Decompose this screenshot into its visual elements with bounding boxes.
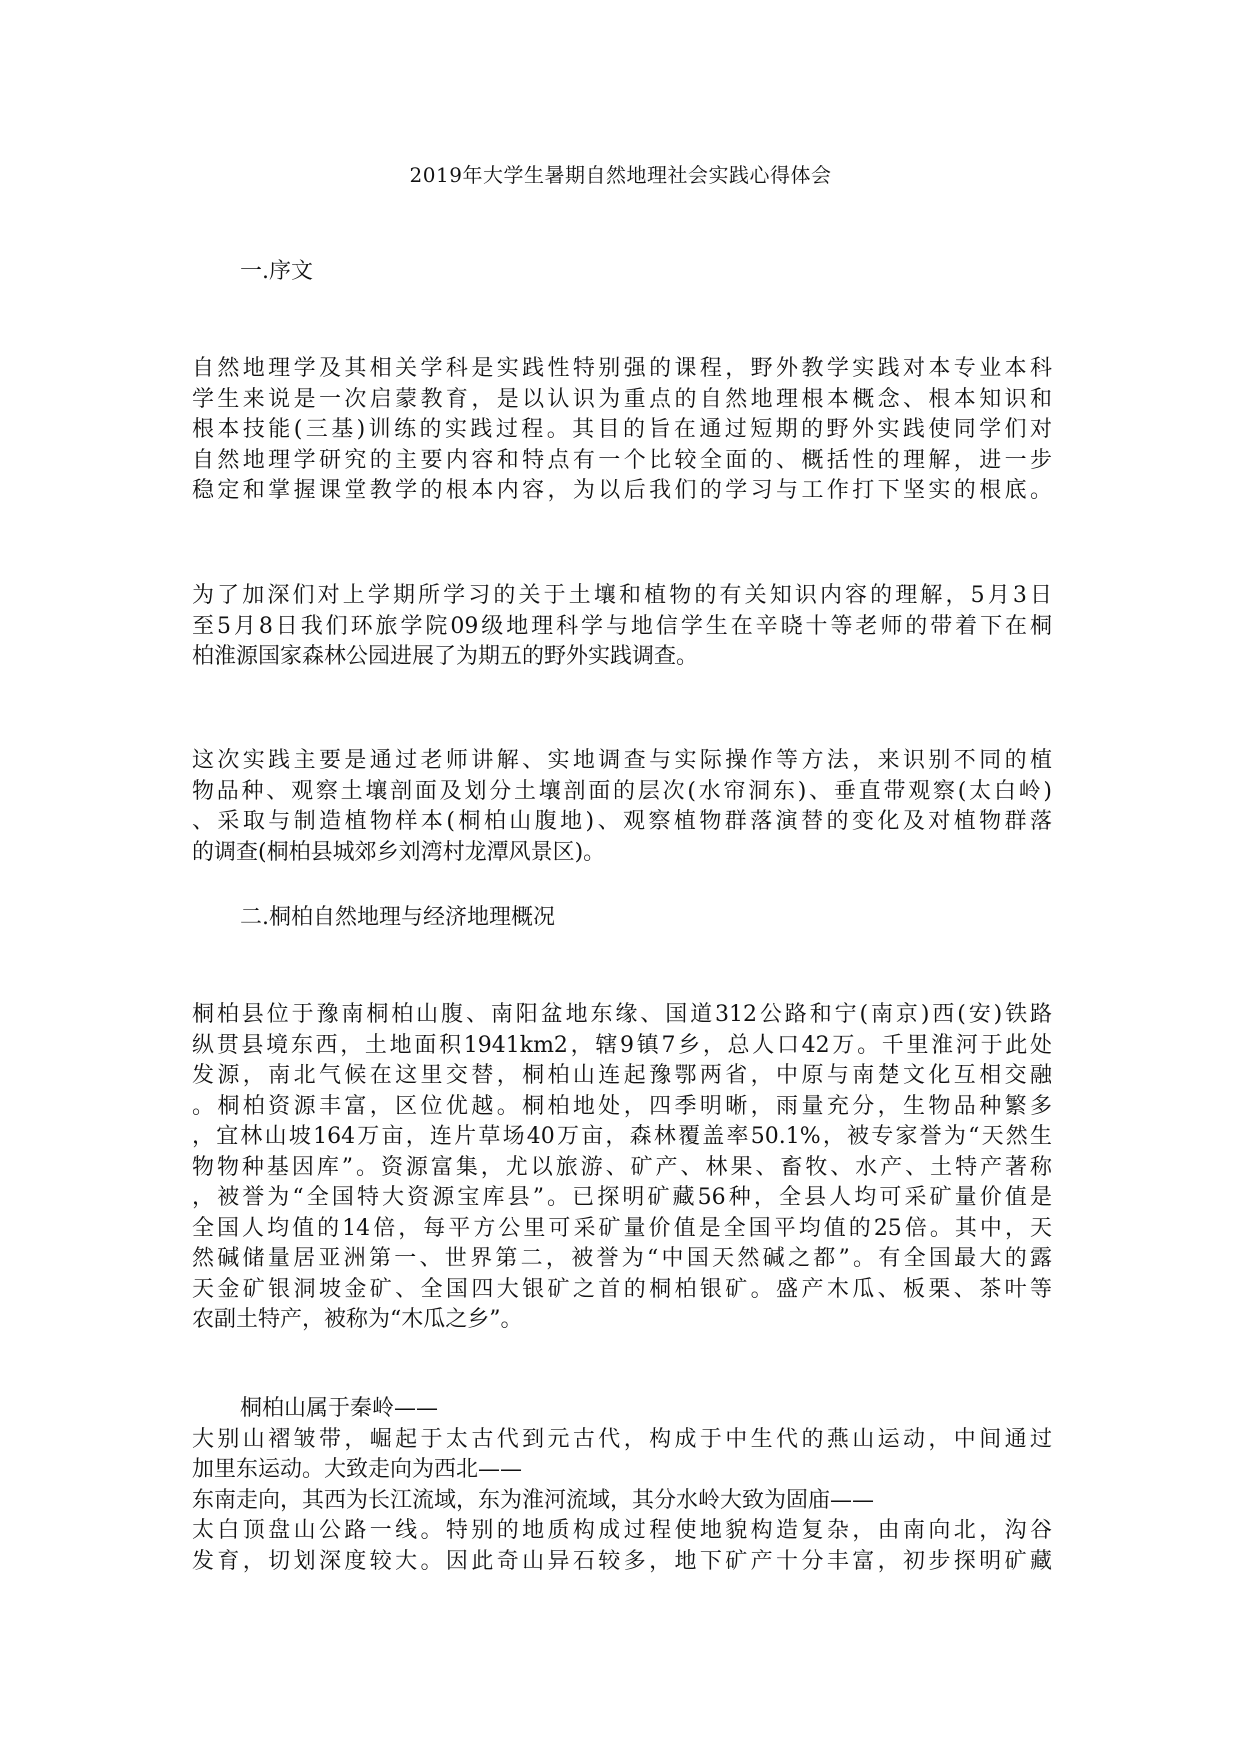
paragraph-line: 物品种、观察土壤剖面及划分土壤剖面的层次(水帘洞东)、垂直带观察(太白岭) [192,778,1052,804]
section-heading-overview: 二.桐柏自然地理与经济地理概况 [240,905,555,930]
paragraph-line: 物物种基因库”。资源富集，尤以旅游、矿产、林果、畜牧、水产、土特产著称 [192,1154,1052,1180]
paragraph-line: 加里东运动。大致走向为西北—— [192,1457,523,1482]
paragraph-line: 发育，切划深度较大。因此奇山异石较多，地下矿产十分丰富，初步探明矿藏 [192,1548,1052,1574]
paragraph-line: 纵贯县境东西，土地面积1941km2，辖9镇7乡，总人口42万。千里淮河于此处 [192,1032,1052,1058]
paragraph-line: 、采取与制造植物样本(桐柏山腹地)、观察植物群落演替的变化及对植物群落 [192,809,1052,834]
paragraph-line: 根本技能(三基)训练的实践过程。其目的旨在通过短期的野外实践使同学们对 [192,417,1052,442]
paragraph-line: 至5月8日我们环旅学院09级地理科学与地信学生在辛晓十等老师的带着下在桐 [192,613,1052,639]
paragraph-line: 自然地理学研究的主要内容和特点有一个比较全面的、概括性的理解，进一步 [192,447,1052,473]
paragraph-line: 发源，南北气候在这里交替，桐柏山连起豫鄂两省，中原与南楚文化互相交融 [192,1063,1052,1088]
paragraph-county-overview [192,1000,1052,1336]
document-title: 2019年大学生暑期自然地理社会实践心得体会 [409,163,832,187]
paragraph-line: 天金矿银洞坡金矿、全国四大银矿之首的桐柏银矿。盛产木瓜、板栗、茶叶等 [192,1276,1052,1302]
paragraph-line: 桐柏县位于豫南桐柏山腹、南阳盆地东缘、国道312公路和宁(南京)西(安)铁路 [192,1002,1052,1027]
paragraph-intro [192,354,1052,507]
paragraph-line: 太白顶盘山公路一线。特别的地质构成过程使地貌构造复杂，由南向北，沟谷 [192,1518,1052,1543]
paragraph-line: ，被誉为“全国特大资源宝库县”。已探明矿藏56种，全县人均可采矿量价值是 [192,1185,1052,1210]
paragraph-line: 。桐柏资源丰富，区位优越。桐柏地处，四季明晰，雨量充分，生物品种繁多 [192,1093,1052,1119]
paragraph-line: 桐柏山属于秦岭—— [240,1396,439,1421]
paragraph-line: ，宜林山坡164万亩，连片草场40万亩，森林覆盖率50.1%，被专家誉为“天然生 [192,1124,1052,1149]
paragraph-line: 全国人均值的14倍，每平方公里可采矿量价值是全国平均值的25倍。其中，天 [192,1215,1052,1241]
paragraph-line: 稳定和掌握课堂教学的根本内容，为以后我们的学习与工作打下坚实的根底。 [192,478,1052,503]
paragraph-line: 为了加深们对上学期所学习的关于土壤和植物的有关知识内容的理解，5月3日 [192,583,1052,608]
paragraph-purpose [192,581,1052,673]
paragraph-line: 然碱储量居亚洲第一、世界第二，被誉为“中国天然碱之都”。有全国最大的露 [192,1246,1052,1271]
paragraph-geology [192,1394,1052,1577]
paragraph-methods [192,746,1052,868]
paragraph-line: 柏淮源国家森林公园进展了为期五的野外实践调查。 [192,644,699,669]
paragraph-line: 大别山褶皱带，崛起于太古代到元古代，构成于中生代的燕山运动，中间通过 [192,1426,1052,1452]
paragraph-line: 农副土特产，被称为“木瓜之乡”。 [192,1307,523,1332]
section-heading-preface: 一.序文 [240,259,313,284]
paragraph-line: 的调查(桐柏县城郊乡刘湾村龙潭风景区)。 [192,839,606,865]
paragraph-line: 这次实践主要是通过老师讲解、实地调查与实际操作等方法，来识别不同的植 [192,748,1052,773]
paragraph-line: 自然地理学及其相关学科是实践性特别强的课程，野外教学实践对本专业本科 [192,356,1052,381]
paragraph-line: 东南走向，其西为长江流域，东为淮河流域，其分水岭大致为固庙—— [192,1487,875,1513]
paragraph-line: 学生来说是一次启蒙教育，是以认识为重点的自然地理根本概念、根本知识和 [192,386,1052,412]
